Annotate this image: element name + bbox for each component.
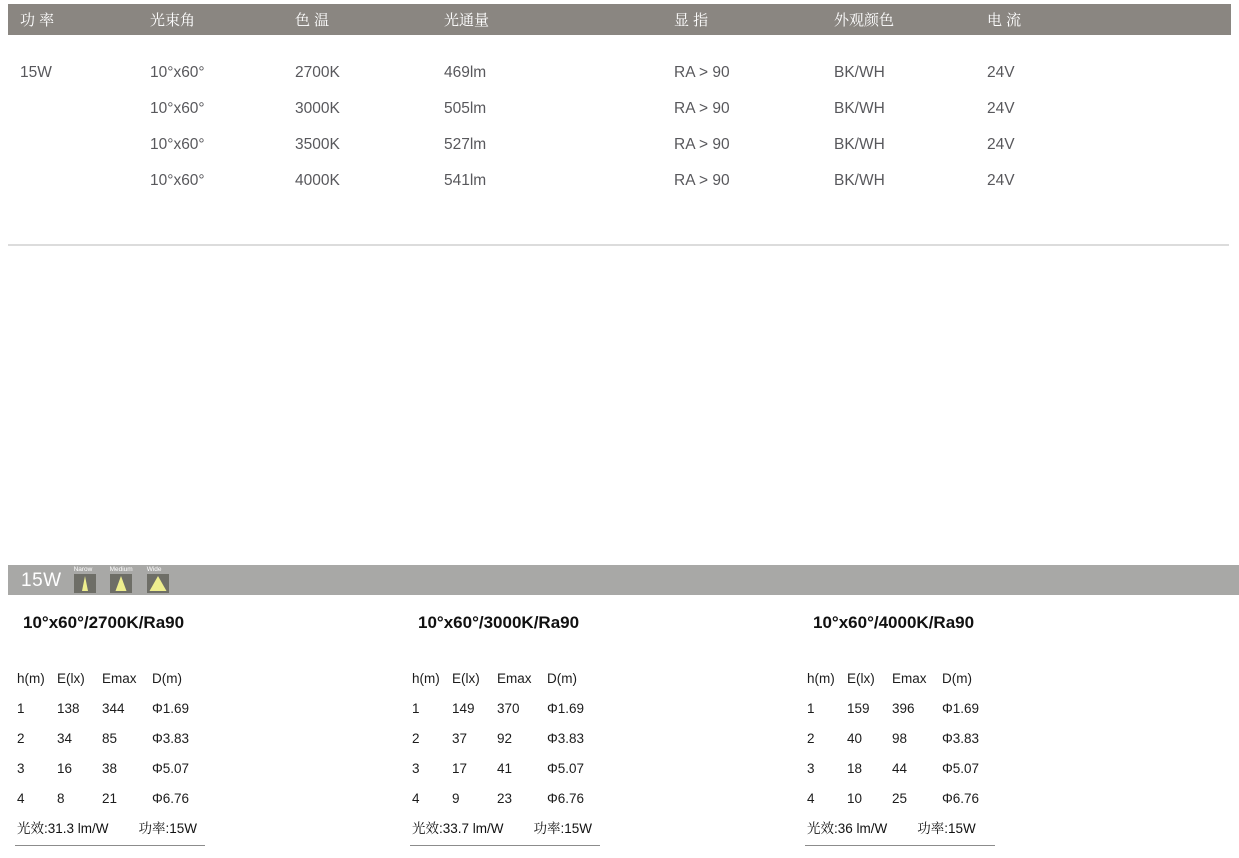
photometric-data-row (15, 723, 410, 753)
photometric-data-row (410, 693, 805, 723)
photometric-data-row (805, 753, 1239, 783)
photometric-cell: 1 (17, 700, 25, 716)
photometric-table (410, 605, 805, 846)
medium-beam-icon (110, 566, 133, 593)
narrow-beam-icon (74, 566, 96, 593)
spec-cell: 541lm (444, 172, 487, 189)
photometric-cell: 98 (892, 730, 908, 746)
photometric-cell: Φ6.76 (547, 790, 585, 806)
spec-cell: 2700K (295, 64, 340, 81)
photometric-data-row (410, 753, 805, 783)
photometric-cell: Φ5.07 (942, 760, 980, 776)
spec-cell: BK/WH (834, 100, 885, 117)
photometric-cell: Φ1.69 (942, 700, 980, 716)
photometric-cell: 9 (452, 790, 460, 806)
photometric-data-row (15, 783, 410, 813)
photometric-cell: 138 (57, 700, 80, 716)
photometric-cell: 16 (57, 760, 73, 776)
photometric-cell: Φ1.69 (152, 700, 190, 716)
spec-cell: RA > 90 (674, 100, 730, 117)
photometric-cell: 3 (807, 760, 815, 776)
spec-header-cell: 外观颜色 (834, 12, 895, 29)
spec-cell: 469lm (444, 64, 487, 81)
spec-table (8, 4, 1231, 199)
photometric-header-row (805, 663, 1239, 693)
photometric-header-cell: D(m) (547, 670, 577, 686)
spec-cell: 505lm (444, 100, 487, 117)
photometric-data-row (805, 783, 1239, 813)
spec-table-body (8, 35, 1231, 199)
wide-beam-icon (147, 566, 169, 593)
section-divider (8, 244, 1229, 246)
photometric-cell: 85 (102, 730, 118, 746)
beam-cone-glyph (110, 574, 132, 593)
photometric-cell: 159 (847, 700, 870, 716)
spec-cell: BK/WH (834, 172, 885, 189)
photometric-cell: 4 (17, 790, 25, 806)
photometric-table-title: 10°x60°/4000K/Ra90 (813, 613, 975, 632)
beam-icon-label: Medium (109, 566, 133, 573)
spec-cell: 3000K (295, 100, 340, 117)
spec-header-cell: 电 流 (987, 12, 1022, 29)
photometric-cell: Φ3.83 (942, 730, 980, 746)
spec-cell: 527lm (444, 136, 487, 153)
photometric-table (805, 605, 1239, 846)
photometric-cell: 370 (497, 700, 520, 716)
efficacy-label: 光效:33.7 lm/W (412, 821, 504, 836)
photometric-cell: 2 (17, 730, 25, 746)
photometric-footer (15, 817, 205, 846)
photometric-cell: 396 (892, 700, 915, 716)
photometric-table (15, 605, 410, 846)
photometric-cell: 10 (847, 790, 863, 806)
photometric-cell: Φ1.69 (547, 700, 585, 716)
photometric-cell: 4 (412, 790, 420, 806)
photometric-cell: 2 (412, 730, 420, 746)
photometric-table-title: 10°x60°/3000K/Ra90 (418, 613, 580, 632)
photometric-cell: 41 (497, 760, 513, 776)
photometric-cell: Φ3.83 (152, 730, 190, 746)
spec-table-row (8, 127, 1231, 163)
spec-header-cell: 显 指 (674, 12, 709, 29)
spec-table-row (8, 163, 1231, 199)
photometric-cell: 37 (452, 730, 468, 746)
band-power-label: 15W (21, 570, 62, 591)
spec-cell: 24V (987, 136, 1015, 153)
photometric-header-cell: D(m) (942, 670, 972, 686)
spec-header-cell: 色 温 (295, 12, 330, 29)
spec-header-cell: 功 率 (20, 12, 55, 29)
spec-table-row (8, 91, 1231, 127)
photometric-data-row (15, 753, 410, 783)
spec-cell: BK/WH (834, 136, 885, 153)
spec-cell: 10°x60° (150, 172, 205, 189)
photometric-cell: 18 (847, 760, 863, 776)
photometric-header-cell: E(lx) (57, 670, 85, 686)
photometric-cell: Φ5.07 (152, 760, 190, 776)
photometric-cell: 8 (57, 790, 65, 806)
spec-cell: 15W (20, 64, 52, 81)
spec-cell: 24V (987, 64, 1015, 81)
photometric-cell: 40 (847, 730, 863, 746)
photometric-data-row (410, 723, 805, 753)
power-label: 功率:15W (533, 821, 593, 836)
photometric-cell: 1 (412, 700, 420, 716)
beam-angle-icons (74, 566, 169, 595)
spec-header-cell: 光束角 (150, 12, 196, 29)
photometric-header-cell: E(lx) (847, 670, 875, 686)
photometric-data-row (805, 723, 1239, 753)
photometric-table-title: 10°x60°/2700K/Ra90 (23, 613, 185, 632)
photometric-cell: 1 (807, 700, 815, 716)
photometric-cell: 3 (412, 760, 420, 776)
photometric-header-row (410, 663, 805, 693)
power-label: 功率:15W (917, 821, 976, 836)
spec-cell: 10°x60° (150, 100, 205, 117)
photometric-header-row (15, 663, 410, 693)
photometric-data-row (410, 783, 805, 813)
photometric-header-cell: h(m) (412, 670, 440, 686)
photometric-footer (805, 817, 995, 846)
photometric-cell: 21 (102, 790, 118, 806)
photometric-cell: 92 (497, 730, 513, 746)
spec-cell: RA > 90 (674, 64, 730, 81)
photometric-cell: 344 (102, 700, 125, 716)
photometric-header-cell: Emax (892, 670, 927, 686)
photometric-header-cell: Emax (497, 670, 532, 686)
photometric-cell: 149 (452, 700, 475, 716)
beam-cone-glyph (147, 574, 169, 593)
spec-table-header-row (8, 4, 1231, 35)
photometric-header-cell: h(m) (17, 670, 45, 686)
spec-cell: BK/WH (834, 64, 885, 81)
photometric-header-cell: E(lx) (452, 670, 480, 686)
beam-cone-glyph (74, 574, 96, 593)
photometric-cell: 38 (102, 760, 118, 776)
spec-cell: 10°x60° (150, 136, 205, 153)
efficacy-label: 光效:36 lm/W (807, 821, 888, 836)
power-band (8, 565, 1239, 595)
photometric-data-row (805, 693, 1239, 723)
photometric-header-cell: h(m) (807, 670, 835, 686)
photometric-cell: Φ6.76 (942, 790, 980, 806)
beam-icon-label: Narow (73, 566, 93, 573)
spec-cell: 24V (987, 100, 1015, 117)
photometric-cell: 3 (17, 760, 25, 776)
photometric-data-row (15, 693, 410, 723)
photometric-cell: 25 (892, 790, 908, 806)
photometric-footer (410, 817, 600, 846)
spec-cell: RA > 90 (674, 136, 730, 153)
photometric-cell: 2 (807, 730, 815, 746)
photometric-cell: Φ6.76 (152, 790, 190, 806)
spec-table-row (8, 55, 1231, 91)
photometric-tables (15, 605, 1239, 846)
photometric-header-cell: Emax (102, 670, 137, 686)
photometric-cell: 34 (57, 730, 73, 746)
photometric-cell: 23 (497, 790, 513, 806)
spec-header-cell: 光通量 (444, 12, 490, 29)
photometric-cell: 44 (892, 760, 908, 776)
spec-cell: RA > 90 (674, 172, 730, 189)
photometric-cell: 17 (452, 760, 468, 776)
spec-cell: 4000K (295, 172, 340, 189)
photometric-cell: 4 (807, 790, 815, 806)
efficacy-label: 光效:31.3 lm/W (17, 821, 109, 836)
photometric-cell: Φ5.07 (547, 760, 585, 776)
photometric-cell: Φ3.83 (547, 730, 585, 746)
spec-cell: 24V (987, 172, 1015, 189)
photometric-header-cell: D(m) (152, 670, 182, 686)
power-label: 功率:15W (138, 821, 198, 836)
spec-cell: 10°x60° (150, 64, 205, 81)
beam-icon-label: Wide (146, 566, 162, 573)
spec-cell: 3500K (295, 136, 340, 153)
